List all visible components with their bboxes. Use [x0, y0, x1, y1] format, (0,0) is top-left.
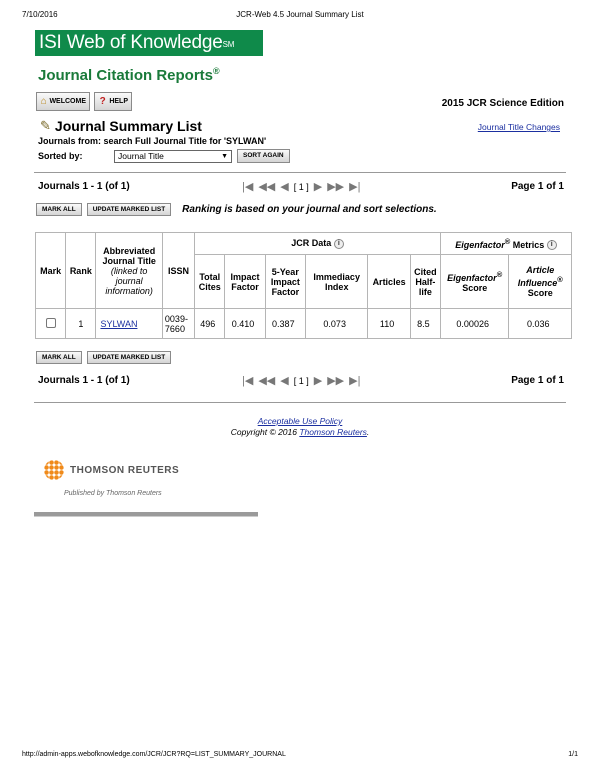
page-of: Page 1 of 1 [511, 375, 564, 386]
eigen-score-mark: ® [496, 270, 503, 279]
print-header [22, 10, 578, 22]
thomson-reuters-dots-icon [44, 460, 64, 480]
eigen-group-mark: ® [504, 236, 511, 246]
col-group-jcr-data [195, 233, 441, 255]
home-icon: ⌂ [40, 95, 47, 107]
row-articles: 110 [368, 309, 410, 339]
sorted-by-label: Sorted by: [38, 151, 83, 161]
pager-top [38, 181, 564, 195]
col-article-influence [509, 255, 572, 309]
page-indicator: [ 1 ] [293, 375, 309, 386]
mark-checkbox[interactable] [46, 318, 56, 328]
journals-from-label: Journals from: [38, 136, 102, 146]
print-url: http://admin-apps.webofknowledge.com/JCR/JCR?RQ=LIST_SUMMARY_JOURNAL [22, 751, 286, 758]
last-page-icon[interactable]: ▶| [349, 375, 361, 387]
sort-select-value: Journal Title [118, 150, 164, 161]
journal-count: Journals 1 - 1 (of 1) [38, 375, 130, 386]
journal-title-link[interactable]: SYLWAN [100, 318, 138, 329]
table-row [36, 309, 572, 339]
journals-from-value: search Full Journal Title for 'SYLWAN' [103, 136, 267, 146]
sort-select[interactable] [114, 150, 232, 163]
first-page-icon[interactable]: |◀ [242, 375, 254, 387]
row-mark-cell [36, 309, 66, 339]
copyright-prefix: Copyright © 2016 [230, 427, 300, 437]
help-button[interactable] [94, 92, 132, 111]
footer-links [0, 416, 600, 438]
row-impact-factor: 0.410 [225, 309, 265, 339]
actions-bottom [36, 350, 171, 364]
mark-all-button[interactable]: MARK ALL [36, 351, 82, 364]
acceptable-use-link[interactable]: Acceptable Use Policy [257, 416, 343, 426]
published-by: Published by Thomson Reuters [64, 490, 162, 497]
note-icon: ✎ [40, 118, 51, 133]
isi-web-of-knowledge-logo[interactable] [35, 30, 263, 56]
journal-count: Journals 1 - 1 (of 1) [38, 181, 130, 192]
journal-title-changes-link[interactable]: Journal Title Changes [477, 122, 560, 132]
eigen-score-suffix: Score [462, 283, 488, 293]
isi-logo-text: ISI Web of Knowledge [39, 32, 223, 53]
print-date: 7/10/2016 [22, 10, 58, 19]
thomson-reuters-name: THOMSON REUTERS [70, 464, 180, 476]
copyright-suffix: . [366, 427, 370, 437]
eigen-group-suffix: Metrics [510, 239, 545, 250]
journals-from [38, 136, 266, 146]
prev-ten-icon[interactable]: ◀◀ [258, 375, 276, 387]
col-eigenfactor-score [440, 255, 509, 309]
isi-logo-mark: SM [222, 40, 235, 49]
col-rank: Rank [66, 233, 96, 309]
jcr-title-text: Journal Citation Reports [38, 67, 214, 84]
row-cited-half-life: 8.5 [410, 309, 440, 339]
jcr-title-mark: ® [213, 66, 220, 76]
question-icon: ? [99, 95, 106, 107]
divider-bottom [34, 402, 566, 403]
page-title [40, 118, 202, 134]
thomson-reuters-banner [34, 446, 258, 516]
prev-page-icon[interactable]: ◀ [280, 375, 289, 387]
row-immediacy: 0.073 [305, 309, 367, 339]
help-label: HELP [109, 98, 128, 105]
journal-table [35, 232, 572, 339]
thomson-reuters-link[interactable]: Thomson Reuters [299, 427, 367, 437]
update-marked-list-button[interactable]: UPDATE MARKED LIST [87, 351, 171, 364]
col-issn: ISSN [162, 233, 194, 309]
info-icon[interactable]: i [334, 239, 344, 249]
row-eigenfactor: 0.00026 [440, 309, 509, 339]
ranking-note: Ranking is based on your journal and sort selections. [182, 203, 437, 215]
welcome-label: WELCOME [49, 98, 86, 105]
pager-bottom [38, 375, 564, 389]
chevron-down-icon: ▼ [221, 152, 228, 160]
info-icon[interactable]: i [547, 240, 557, 250]
update-marked-list-button[interactable]: UPDATE MARKED LIST [87, 203, 171, 216]
ai-name: Article Influence [517, 265, 558, 288]
last-page-icon[interactable]: ▶| [349, 181, 361, 193]
jcr-title [38, 66, 220, 84]
print-footer [22, 751, 578, 761]
row-issn: 0039-7660 [162, 309, 194, 339]
divider-top [34, 172, 566, 173]
next-page-icon[interactable]: ▶ [313, 181, 323, 193]
col-cited-half-life: Cited Half-life [410, 255, 440, 309]
col-total-cites: Total Cites [195, 255, 225, 309]
mark-all-button[interactable]: MARK ALL [36, 203, 82, 216]
print-title: JCR-Web 4.5 Journal Summary List [236, 10, 364, 19]
col-abbrev-title-note: (linked to journal information) [105, 265, 153, 296]
page-title-text: Journal Summary List [54, 118, 202, 134]
col-immediacy: Immediacy Index [305, 255, 367, 309]
col-abbrev-title [96, 233, 162, 309]
copyright [0, 427, 600, 438]
print-page-number: 1/1 [568, 751, 578, 758]
col-abbrev-title-text: Abbreviated Journal Title [102, 245, 156, 266]
eigen-group-name: Eigenfactor [455, 239, 505, 250]
col-impact-factor: Impact Factor [225, 255, 265, 309]
ai-suffix: Score [527, 288, 553, 298]
prev-page-icon[interactable]: ◀ [280, 181, 289, 193]
sort-row [38, 148, 290, 164]
ai-mark: ® [557, 275, 563, 284]
eigen-score-name: Eigenfactor [447, 273, 497, 283]
jcr-data-label: JCR Data [291, 238, 332, 249]
col-mark: Mark [36, 233, 66, 309]
page-indicator: [ 1 ] [293, 181, 309, 192]
actions-top [36, 202, 437, 216]
row-article-influence: 0.036 [509, 309, 572, 339]
col-group-eigenfactor [440, 233, 571, 255]
sort-again-button[interactable]: SORT AGAIN [237, 149, 290, 163]
row-five-year-if: 0.387 [265, 309, 305, 339]
next-page-icon[interactable]: ▶ [313, 375, 323, 387]
welcome-button[interactable] [36, 92, 90, 111]
col-articles: Articles [368, 255, 410, 309]
row-total-cites: 496 [195, 309, 225, 339]
next-ten-icon[interactable]: ▶▶ [327, 181, 345, 193]
thomson-reuters-logo [44, 460, 179, 480]
next-ten-icon[interactable]: ▶▶ [327, 375, 345, 387]
page-navigation [242, 374, 360, 387]
edition-label: 2015 JCR Science Edition [441, 98, 564, 109]
page-navigation [242, 180, 360, 193]
row-rank: 1 [66, 309, 96, 339]
row-title-cell [96, 309, 162, 339]
first-page-icon[interactable]: |◀ [242, 181, 254, 193]
col-five-year-if: 5-Year Impact Factor [265, 255, 305, 309]
page-of: Page 1 of 1 [511, 181, 564, 192]
prev-ten-icon[interactable]: ◀◀ [258, 181, 276, 193]
